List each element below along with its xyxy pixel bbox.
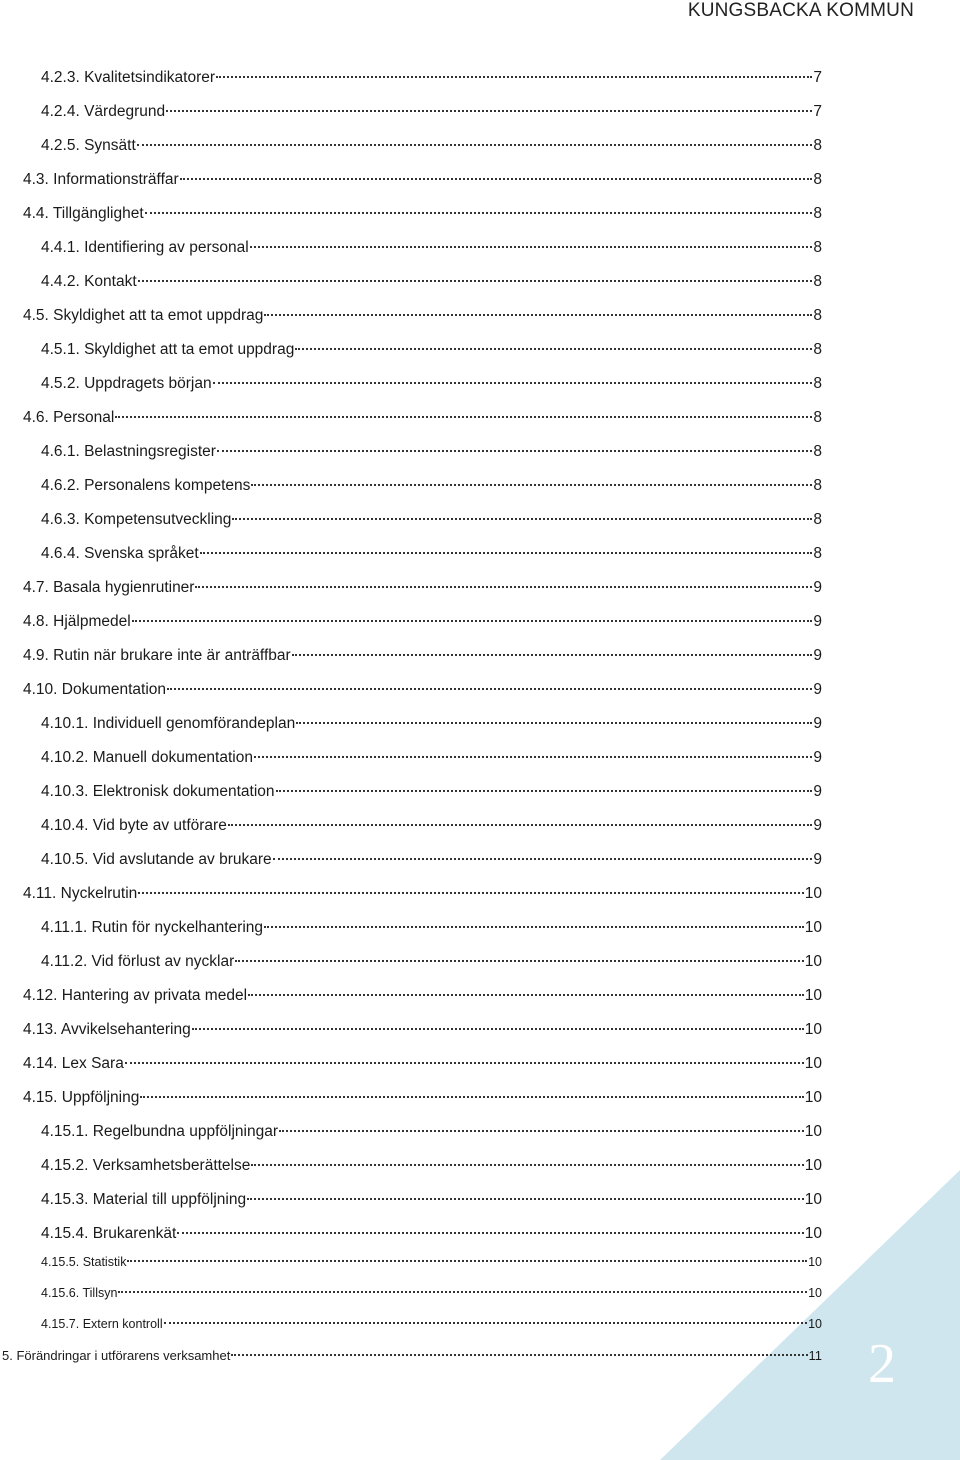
toc-entry[interactable]	[41, 1122, 822, 1142]
toc-entry-page: 9	[813, 851, 822, 868]
toc-leader-dots	[195, 585, 812, 588]
toc-entry-page: 10	[804, 885, 822, 902]
toc-entry-page: 8	[813, 307, 822, 324]
toc-entry-label: 4.2.3. Kvalitetsindikatorer	[41, 69, 216, 86]
toc-leader-dots	[125, 1061, 804, 1064]
toc-entry-label: 4.10. Dokumentation	[23, 681, 167, 698]
toc-entry-page: 9	[813, 817, 822, 834]
toc-entry[interactable]	[23, 612, 822, 632]
toc-entry-label: 4.15.7. Extern kontroll	[41, 1317, 163, 1331]
toc-entry[interactable]	[41, 272, 822, 292]
toc-leader-dots	[145, 211, 813, 214]
toc-entry-page: 10	[804, 953, 822, 970]
toc-leader-dots	[167, 687, 812, 690]
toc-entry-page: 9	[813, 613, 822, 630]
toc-entry-page: 10	[804, 987, 822, 1004]
corner-decoration	[660, 1170, 960, 1460]
toc-entry-page: 8	[813, 171, 822, 188]
toc-entry[interactable]	[23, 1088, 822, 1108]
toc-entry-page: 10	[808, 1255, 822, 1269]
toc-leader-dots	[138, 891, 803, 894]
toc-entry-page: 9	[813, 579, 822, 596]
toc-leader-dots	[137, 143, 813, 146]
toc-leader-dots	[231, 1353, 807, 1356]
toc-leader-dots	[217, 449, 812, 452]
toc-entry-page: 8	[813, 511, 822, 528]
toc-leader-dots	[279, 1129, 804, 1132]
toc-entry[interactable]	[41, 544, 822, 564]
toc-leader-dots	[247, 1197, 804, 1200]
toc-entry-page: 8	[813, 205, 822, 222]
toc-entry[interactable]	[23, 204, 822, 224]
toc-entry-page: 10	[808, 1317, 822, 1331]
toc-entry[interactable]	[41, 1224, 822, 1244]
toc-entry[interactable]	[41, 782, 822, 802]
toc-entry-label: 4.6.1. Belastningsregister	[41, 443, 216, 460]
toc-entry[interactable]	[41, 918, 822, 938]
toc-entry-page: 9	[813, 681, 822, 698]
toc-entry[interactable]	[41, 1254, 822, 1270]
page-number: 2	[868, 1333, 896, 1395]
toc-entry-label: 4.15. Uppföljning	[23, 1089, 140, 1106]
toc-leader-dots	[216, 75, 812, 78]
toc-entry[interactable]	[41, 1316, 822, 1332]
toc-entry[interactable]	[41, 442, 822, 462]
toc-entry-label: 4.10.3. Elektronisk dokumentation	[41, 783, 275, 800]
toc-entry[interactable]	[41, 102, 822, 122]
toc-leader-dots	[200, 551, 813, 554]
toc-entry-label: 4.13. Avvikelsehantering	[23, 1021, 191, 1038]
toc-entry-label: 4.14. Lex Sara	[23, 1055, 124, 1072]
toc-entry-page: 8	[813, 137, 822, 154]
toc-entry-label: 4.7. Basala hygienrutiner	[23, 579, 195, 596]
toc-entry-label: 4.11.1. Rutin för nyckelhantering	[41, 919, 264, 936]
toc-entry[interactable]	[41, 1285, 822, 1301]
toc-entry-page: 8	[813, 239, 822, 256]
toc-leader-dots	[235, 959, 803, 962]
toc-entry-label: 4.6.3. Kompetensutveckling	[41, 511, 232, 528]
toc-entry[interactable]	[41, 136, 822, 156]
toc-entry-page: 10	[804, 1157, 822, 1174]
toc-leader-dots	[115, 415, 812, 418]
toc-entry-label: 4.6.2. Personalens kompetens	[41, 477, 251, 494]
toc-entry-label: 4.10.2. Manuell dokumentation	[41, 749, 253, 766]
toc-entry-label: 4.15.6. Tillsyn	[41, 1286, 118, 1300]
toc-entry-page: 10	[804, 1089, 822, 1106]
toc-entry[interactable]	[41, 952, 822, 972]
toc-entry[interactable]	[41, 340, 822, 360]
toc-entry-label: 4.2.4. Värdegrund	[41, 103, 166, 120]
toc-entry-page: 8	[813, 341, 822, 358]
toc-entry-label: 4.15.2. Verksamhetsberättelse	[41, 1157, 251, 1174]
toc-entry-label: 4.4.1. Identifiering av personal	[41, 239, 249, 256]
toc-entry[interactable]	[23, 884, 822, 904]
toc-leader-dots	[164, 1321, 807, 1324]
toc-entry[interactable]	[41, 1156, 822, 1176]
toc-entry-page: 8	[813, 477, 822, 494]
toc-entry-label: 4.10.4. Vid byte av utförare	[41, 817, 227, 834]
toc-entry[interactable]	[41, 510, 822, 530]
toc-entry-label: 4.11. Nyckelrutin	[23, 885, 138, 902]
toc-leader-dots	[127, 1259, 807, 1262]
toc-entry-label: 4.12. Hantering av privata medel	[23, 987, 248, 1004]
toc-entry[interactable]	[23, 646, 822, 666]
toc-entry[interactable]	[23, 578, 822, 598]
toc-entry-label: 4.6.4. Svenska språket	[41, 545, 199, 562]
toc-entry[interactable]	[2, 1348, 822, 1364]
toc-entry[interactable]	[23, 1054, 822, 1074]
toc-leader-dots	[276, 789, 813, 792]
toc-leader-dots	[292, 653, 813, 656]
toc-leader-dots	[254, 755, 812, 758]
toc-leader-dots	[180, 177, 813, 180]
toc-entry-label: 4.2.5. Synsätt	[41, 137, 136, 154]
toc-leader-dots	[140, 1095, 803, 1098]
toc-leader-dots	[296, 721, 812, 724]
toc-entry-page: 10	[804, 1055, 822, 1072]
toc-entry-label: 4.5.2. Uppdragets början	[41, 375, 212, 392]
toc-entry-label: 4.4.2. Kontakt	[41, 273, 137, 290]
toc-entry-page: 10	[804, 1021, 822, 1038]
toc-entry[interactable]	[23, 986, 822, 1006]
toc-entry-page: 10	[808, 1286, 822, 1300]
toc-entry-page: 10	[804, 1225, 822, 1242]
toc-leader-dots	[264, 925, 804, 928]
toc-leader-dots	[232, 517, 812, 520]
toc-entry-page: 10	[804, 1123, 822, 1140]
toc-entry-label: 4.3. Informationsträffar	[23, 171, 179, 188]
toc-entry-page: 8	[813, 545, 822, 562]
toc-entry[interactable]	[41, 238, 822, 258]
toc-entry-label: 4.15.3. Material till uppföljning	[41, 1191, 247, 1208]
toc-entry-page: 9	[813, 783, 822, 800]
toc-entry-page: 8	[813, 273, 822, 290]
toc-entry[interactable]	[23, 1020, 822, 1040]
toc-entry[interactable]	[41, 1190, 822, 1210]
toc-leader-dots	[228, 823, 813, 826]
toc-entry-page: 9	[813, 647, 822, 664]
toc-entry-page: 8	[813, 443, 822, 460]
toc-entry-page: 8	[813, 375, 822, 392]
toc-entry-label: 4.9. Rutin när brukare inte är anträffbar	[23, 647, 291, 664]
toc-leader-dots	[132, 619, 813, 622]
toc-entry-label: 4.15.1. Regelbundna uppföljningar	[41, 1123, 278, 1140]
toc-entry[interactable]	[41, 714, 822, 734]
toc-entry-label: 4.15.4. Brukarenkät	[41, 1225, 177, 1242]
toc-entry-page: 10	[804, 1191, 822, 1208]
toc-leader-dots	[177, 1231, 803, 1234]
toc-entry[interactable]	[41, 816, 822, 836]
toc-entry[interactable]	[41, 476, 822, 496]
toc-leader-dots	[251, 1163, 803, 1166]
toc-entry-label: 4.15.5. Statistik	[41, 1255, 127, 1269]
toc-entry-page: 7	[813, 103, 822, 120]
toc-entry-page: 11	[808, 1348, 822, 1363]
toc-entry[interactable]	[23, 170, 822, 190]
toc-leader-dots	[264, 313, 812, 316]
toc-entry-label: 4.8. Hjälpmedel	[23, 613, 131, 630]
toc-entry[interactable]	[41, 68, 822, 88]
toc-leader-dots	[213, 381, 813, 384]
toc-entry-label: 4.6. Personal	[23, 409, 115, 426]
toc-entry-label: 4.5. Skyldighet att ta emot uppdrag	[23, 307, 264, 324]
toc-entry-label: 4.4. Tillgänglighet	[23, 205, 144, 222]
toc-entry-page: 9	[813, 749, 822, 766]
toc-leader-dots	[248, 993, 804, 996]
toc-leader-dots	[250, 245, 813, 248]
toc-leader-dots	[138, 279, 813, 282]
toc-entry-page: 9	[813, 715, 822, 732]
toc-leader-dots	[251, 483, 812, 486]
toc-entry[interactable]	[23, 306, 822, 326]
toc-leader-dots	[166, 109, 812, 112]
toc-entry[interactable]	[41, 374, 822, 394]
toc-entry-page: 7	[813, 69, 822, 86]
toc-entry[interactable]	[41, 748, 822, 768]
organization-header: KUNGSBACKA KOMMUN	[687, 0, 914, 21]
toc-entry-label: 4.5.1. Skyldighet att ta emot uppdrag	[41, 341, 295, 358]
toc-entry-page: 10	[804, 919, 822, 936]
toc-entry-label: 4.10.1. Individuell genomförandeplan	[41, 715, 296, 732]
toc-entry[interactable]	[23, 680, 822, 700]
toc-entry[interactable]	[23, 408, 822, 428]
toc-entry[interactable]	[41, 850, 822, 870]
toc-leader-dots	[295, 347, 812, 350]
toc-leader-dots	[118, 1290, 807, 1293]
toc-entry-label: 5. Förändringar i utförarens verksamhet	[2, 1348, 231, 1363]
toc-leader-dots	[192, 1027, 804, 1030]
toc-entry-page: 8	[813, 409, 822, 426]
toc-entry-label: 4.11.2. Vid förlust av nycklar	[41, 953, 235, 970]
toc-leader-dots	[273, 857, 813, 860]
toc-entry-label: 4.10.5. Vid avslutande av brukare	[41, 851, 272, 868]
